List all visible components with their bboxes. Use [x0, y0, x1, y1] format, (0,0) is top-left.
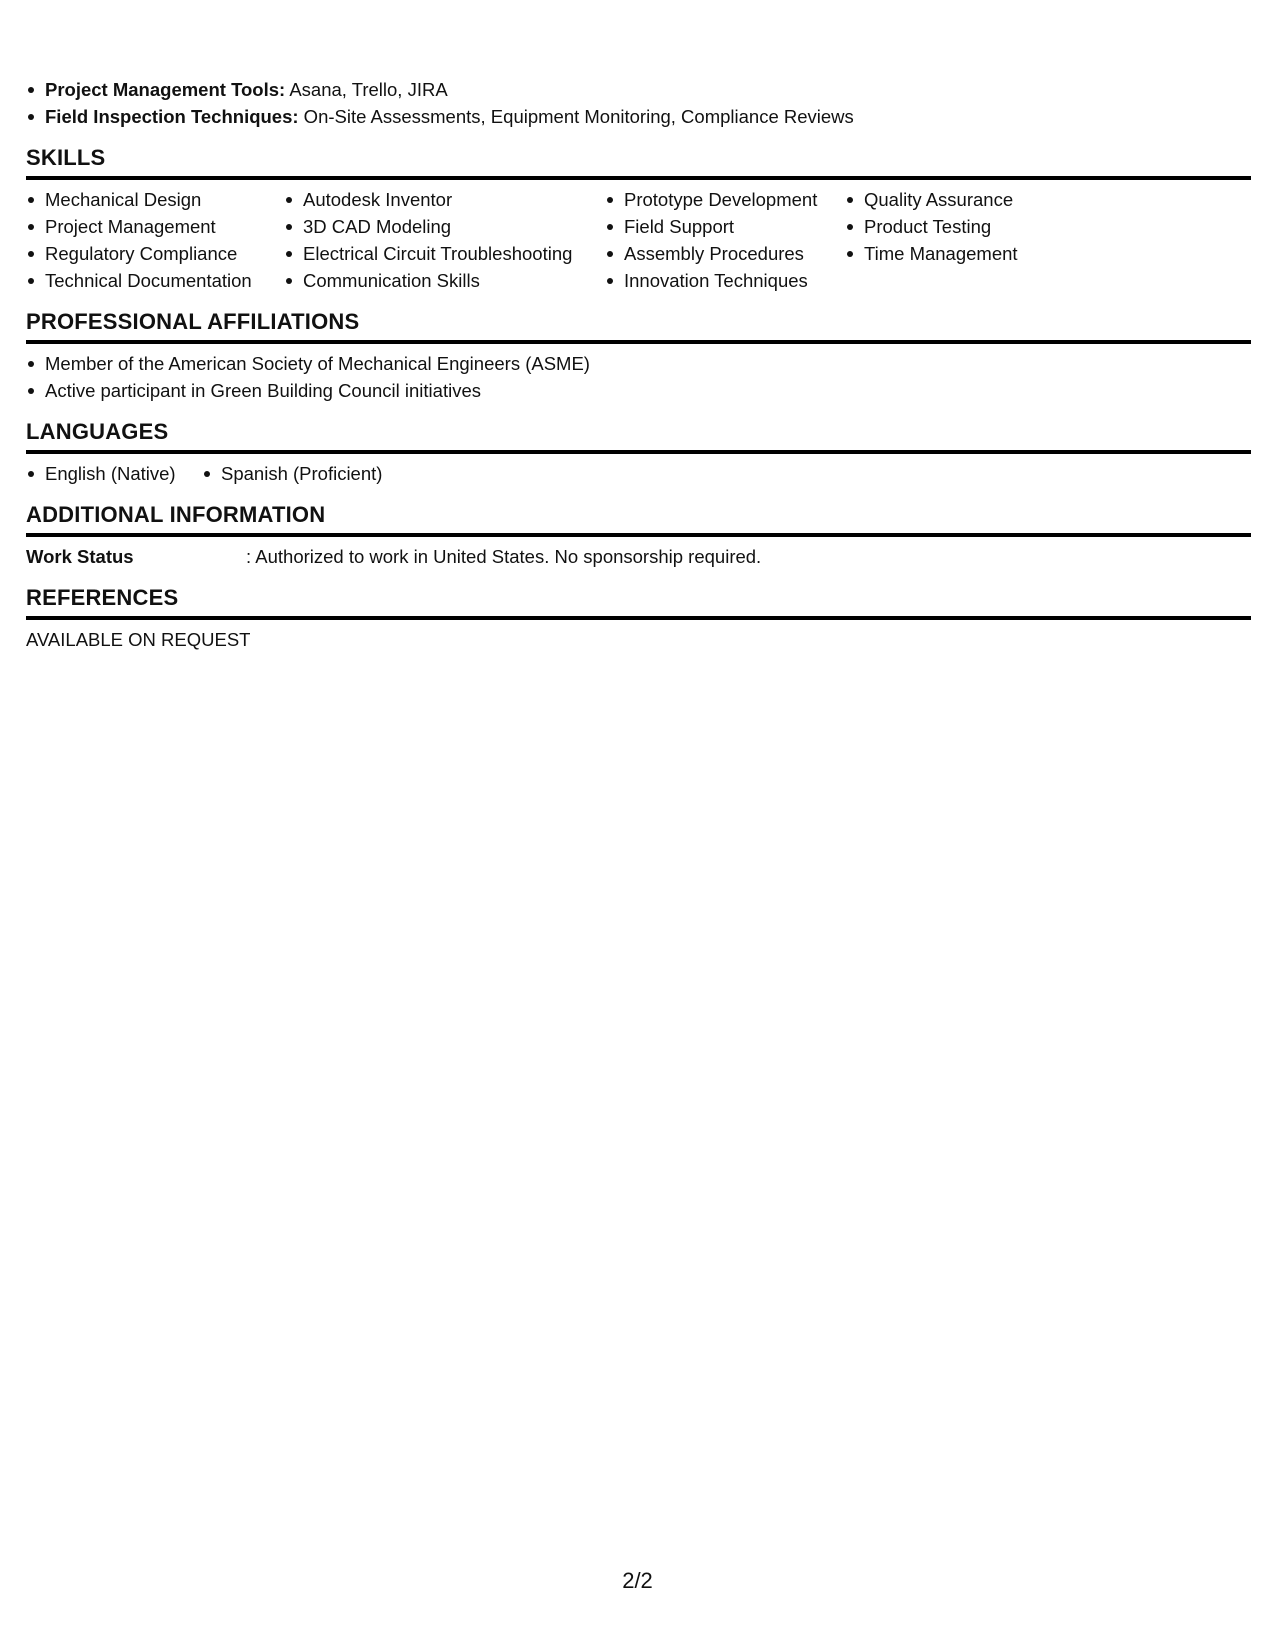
resume-page	[26, 76, 1251, 653]
list-item	[26, 103, 1251, 130]
work-status-value: : Authorized to work in United States. No sponsorship required.	[246, 546, 762, 567]
section-title: SKILLS	[26, 144, 1251, 180]
languages-row	[26, 460, 1251, 487]
affiliations-section	[26, 308, 1251, 404]
section-title: ADDITIONAL INFORMATION	[26, 501, 1251, 537]
skills-section	[26, 144, 1251, 294]
skill-item: Autodesk Inventor	[284, 186, 605, 213]
work-status-row	[26, 543, 1251, 570]
skill-item: Product Testing	[845, 213, 1145, 240]
section-title: REFERENCES	[26, 584, 1251, 620]
skills-column	[605, 186, 845, 294]
tool-value: On-Site Assessments, Equipment Monitoring, Compliance Reviews	[298, 106, 854, 127]
section-title: LANGUAGES	[26, 418, 1251, 454]
work-status-label: Work Status	[26, 546, 134, 567]
skill-item: Communication Skills	[284, 267, 605, 294]
skill-item: Electrical Circuit Troubleshooting	[284, 240, 605, 267]
skills-column	[845, 186, 1145, 294]
page-number: 2/2	[622, 1568, 653, 1593]
skill-item: Prototype Development	[605, 186, 845, 213]
skill-item: Time Management	[845, 240, 1145, 267]
skills-column	[284, 186, 605, 294]
skill-item: Innovation Techniques	[605, 267, 845, 294]
languages-list	[26, 460, 202, 487]
skill-item: Project Management	[26, 213, 284, 240]
list-item: Member of the American Society of Mechanical Engineers (ASME)	[26, 350, 1251, 377]
skill-item: Technical Documentation	[26, 267, 284, 294]
skill-item: Assembly Procedures	[605, 240, 845, 267]
references-section	[26, 584, 1251, 653]
section-title: PROFESSIONAL AFFILIATIONS	[26, 308, 1251, 344]
skill-item: Field Support	[605, 213, 845, 240]
language-item: English (Native)	[26, 460, 202, 487]
tool-label: Field Inspection Techniques:	[45, 106, 299, 127]
skill-item: 3D CAD Modeling	[284, 213, 605, 240]
languages-section	[26, 418, 1251, 487]
skills-grid	[26, 186, 1251, 294]
list-item	[26, 76, 1251, 103]
list-item: Active participant in Green Building Council initiatives	[26, 377, 1251, 404]
skills-column	[26, 186, 284, 294]
skill-item: Regulatory Compliance	[26, 240, 284, 267]
languages-list	[202, 460, 382, 487]
skill-item: Quality Assurance	[845, 186, 1145, 213]
affiliations-list	[26, 350, 1251, 404]
tools-list	[26, 76, 1251, 130]
references-text: AVAILABLE ON REQUEST	[26, 629, 251, 650]
skill-item: Mechanical Design	[26, 186, 284, 213]
language-item: Spanish (Proficient)	[202, 460, 382, 487]
tool-value: Asana, Trello, JIRA	[285, 79, 448, 100]
tool-label: Project Management Tools:	[45, 79, 286, 100]
additional-info-section	[26, 501, 1251, 570]
